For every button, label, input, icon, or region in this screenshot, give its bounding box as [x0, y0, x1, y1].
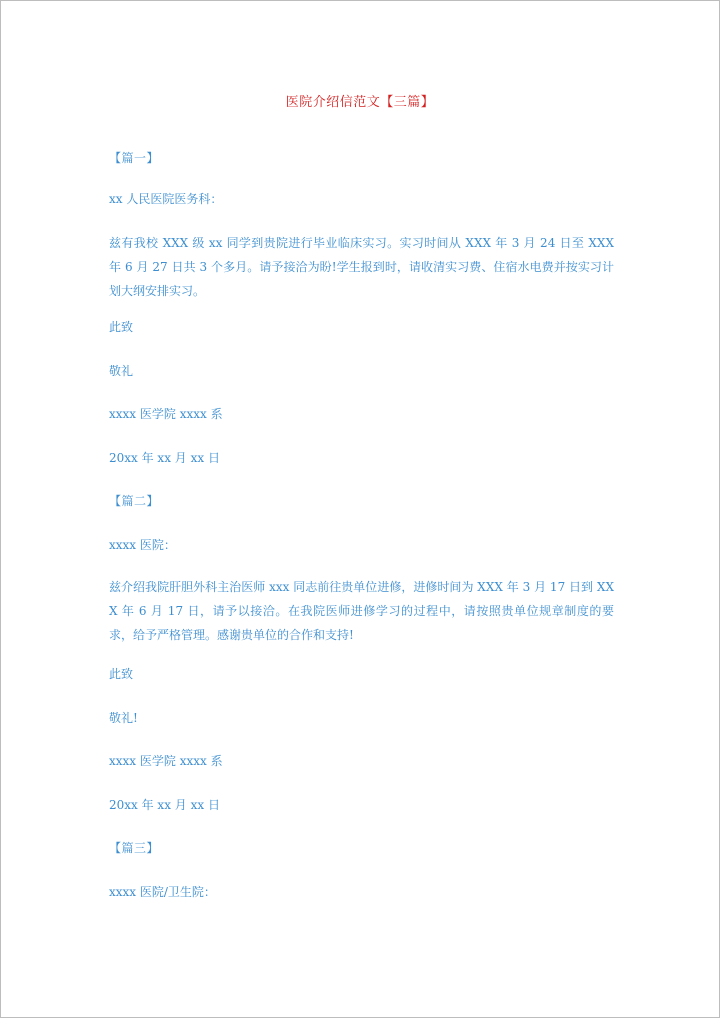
- section-1-signature: xxxx 医学院 xxxx 系: [109, 407, 223, 421]
- section-2-salutation: xxxx 医院：: [109, 538, 176, 552]
- section-1-heading: 【篇一】: [109, 151, 160, 165]
- section-1-body: 兹有我校 XXX 级 xx 同学到贵院进行毕业临床实习。实习时间从 XXX 年 3 月 24 日至 XXX 年 6 月 27 日共 3 个多月。请予接洽为盼!学生报到时，请收清实习费、住宿水电费并按实习计划大纲安排实习。: [109, 236, 614, 298]
- section-3-heading: 【篇三】: [109, 841, 160, 855]
- section-1-closing-1: 此致: [109, 320, 134, 334]
- section-2-date: 20xx 年 xx 月 xx 日: [109, 798, 220, 812]
- section-3-salutation: xxxx 医院/卫生院：: [109, 885, 216, 899]
- section-1-date: 20xx 年 xx 月 xx 日: [109, 451, 220, 465]
- section-2-signature: xxxx 医学院 xxxx 系: [109, 754, 223, 768]
- section-2-closing-1: 此致: [109, 667, 134, 681]
- section-1-closing-2: 敬礼: [109, 364, 134, 378]
- section-1-salutation: xx 人民医院医务科：: [109, 192, 223, 206]
- section-2-heading: 【篇二】: [109, 494, 160, 508]
- section-2-closing-2: 敬礼!: [109, 711, 138, 725]
- document-title: 医院介绍信范文【三篇】: [285, 95, 435, 110]
- section-2-body: 兹介绍我院肝胆外科主治医师 xxx 同志前往贵单位进修，进修时间为 XXX 年 3 月 17 日到 XXX 年 6 月 17 日，请予以接洽。在我院医师进修学习的过程中，请按照贵单位规章制度的要求，给予严格管理。感谢贵单位的合作和支持!: [109, 580, 614, 642]
